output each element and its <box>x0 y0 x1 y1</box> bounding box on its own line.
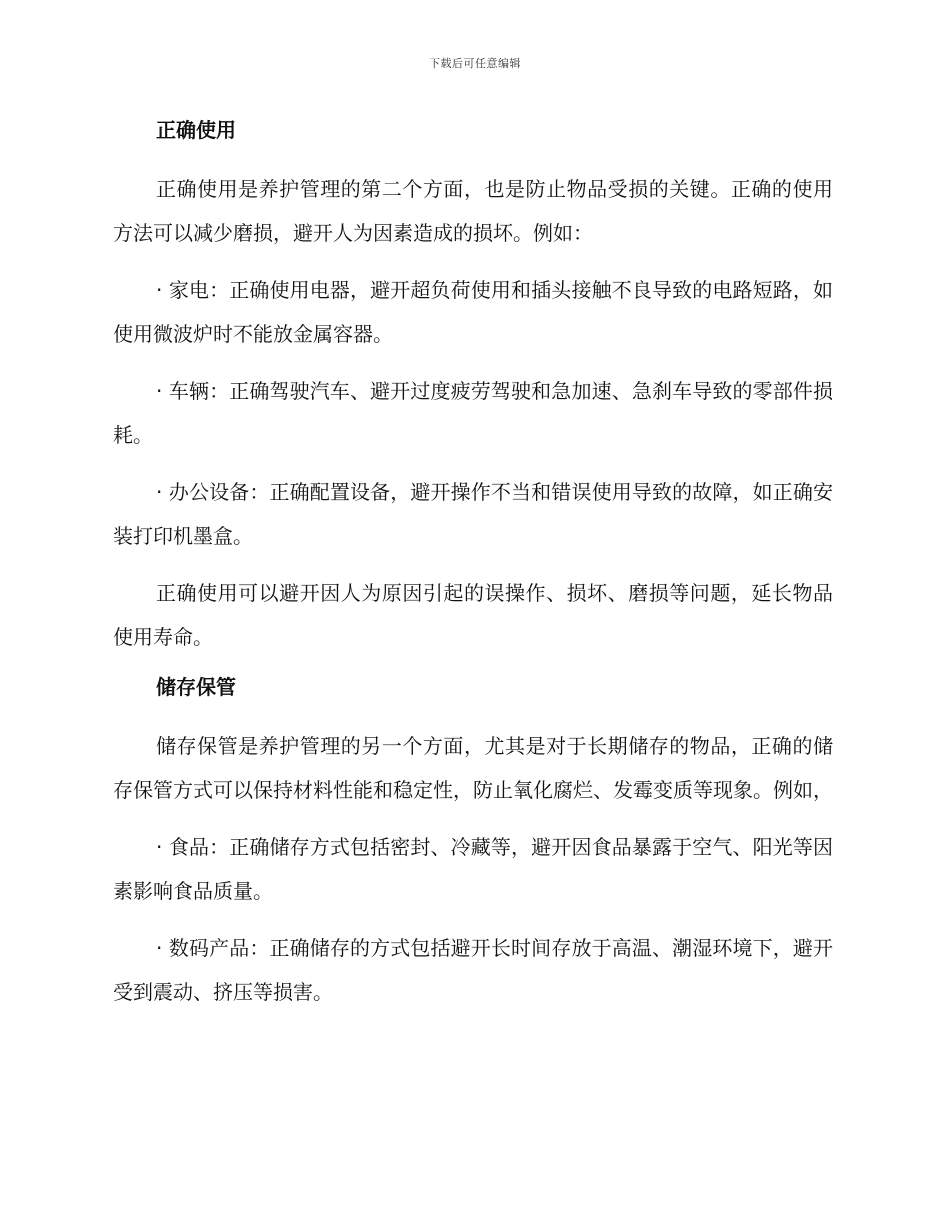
bullet-vehicles: · 车辆：正确驾驶汽车、避开过度疲劳驾驶和急加速、急刹车导致的零部件损耗。 <box>113 379 833 447</box>
bullet-food: · 食品：正确储存方式包括密封、冷藏等，避开因食品暴露于空气、阳光等因素影响食品质量。 <box>113 835 833 903</box>
paragraph-summary-correct-use: 正确使用可以避开因人为原因引起的误操作、损坏、磨损等问题，延长物品使用寿命。 <box>113 581 833 649</box>
bullet-appliances: · 家电：正确使用电器，避开超负荷使用和插头接触不良导致的电路短路，如使用微波炉时不能放金属容器。 <box>113 278 833 346</box>
paragraph-intro-correct-use: 正确使用是养护管理的第二个方面，也是防止物品受损的关键。正确的使用方法可以减少磨损，避开人为因素造成的损坏。例如： <box>113 177 833 245</box>
bullet-digital-products: · 数码产品：正确储存的方式包括避开长时间存放于高温、潮湿环境下，避开受到震动、挤压等损害。 <box>113 936 833 1004</box>
page-header-note: 下载后可任意编辑 <box>429 57 521 70</box>
document-body <box>113 115 833 1027</box>
paragraph-intro-storage: 储存保管是养护管理的另一个方面，尤其是对于长期储存的物品，正确的储存保管方式可以保持材料性能和稳定性，防止氧化腐烂、发霉变质等现象。例如， <box>113 734 833 802</box>
section-heading-storage: 储存保管 <box>156 675 236 699</box>
section-heading-correct-use: 正确使用 <box>156 118 236 142</box>
bullet-office-equipment: · 办公设备：正确配置设备，避开操作不当和错误使用导致的故障，如正确安装打印机墨盒。 <box>113 480 833 548</box>
